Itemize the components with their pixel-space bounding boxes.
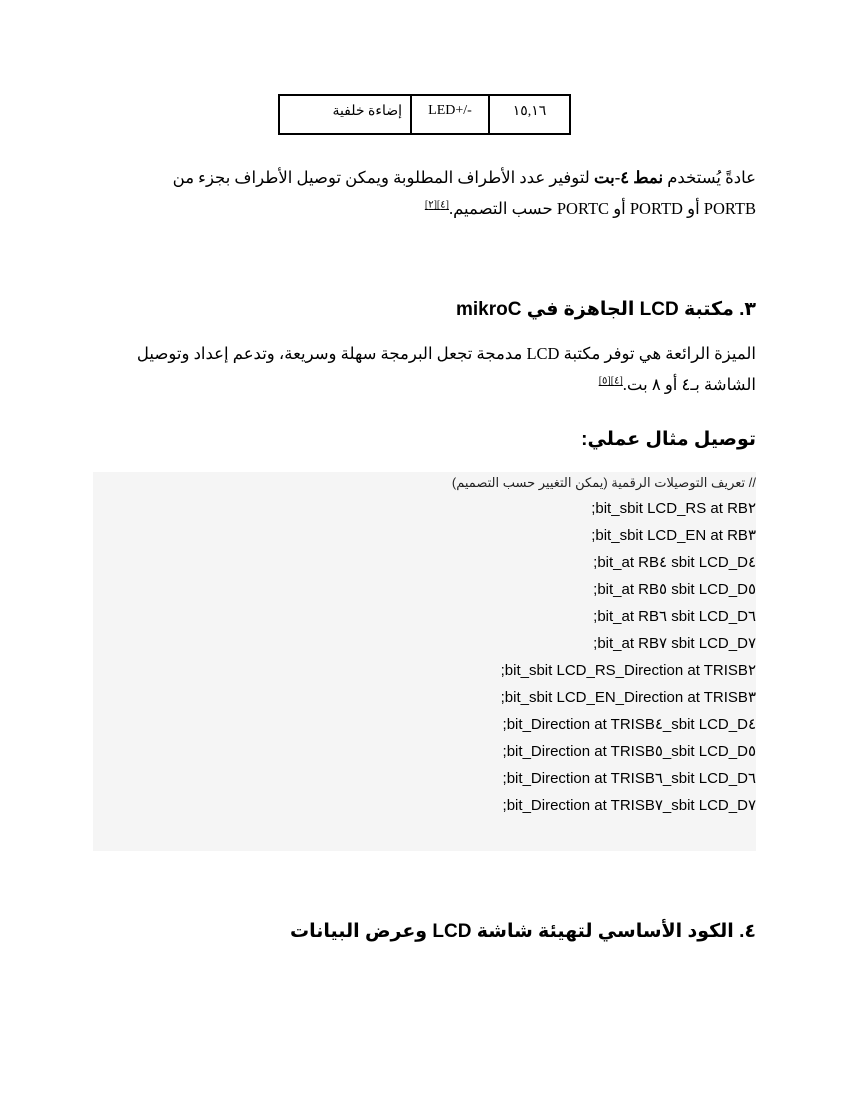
paragraph-4bit-mode bbox=[136, 162, 756, 224]
practical-example-subheading: توصيل مثال عملي: bbox=[581, 429, 756, 450]
citation-link[interactable]: [٤][٥] bbox=[598, 375, 623, 387]
paragraph-text-part-2: لتوفير عدد الأطراف المطلوبة ويمكن توصيل الأطراف بجزء من PORTB أو PORTD أو PORTC حسب التصميم. bbox=[172, 168, 756, 218]
pin-number-cell: ١٥,١٦ bbox=[489, 95, 570, 134]
paragraph-lcd-library bbox=[136, 338, 756, 400]
code-block bbox=[93, 472, 756, 851]
paragraph-text: الميزة الرائعة هي توفر مكتبة LCD مدمجة تجعل البرمجة سهلة وسريعة، وتدعم إعداد وتوصيل الشاشة بـ٤ أو ٨ بت. bbox=[136, 344, 756, 394]
pin-name-cell: LED+/- bbox=[411, 95, 489, 134]
code-line: sbit LCD_D٥ at RB٥_bit; bbox=[593, 581, 756, 598]
paragraph-text-part-1: عادةً يُستخدم bbox=[663, 168, 756, 187]
code-line: sbit LCD_EN at RB٣_bit; bbox=[591, 527, 756, 544]
code-line: sbit LCD_D٧ at RB٧_bit; bbox=[593, 635, 756, 652]
pin-description-cell: إضاءة خلفية bbox=[279, 95, 411, 134]
paragraph-bold-term: نمط ٤-بت bbox=[593, 168, 664, 187]
code-line: sbit LCD_RS_Direction at TRISB٢_bit; bbox=[500, 662, 756, 679]
code-line: sbit LCD_EN_Direction at TRISB٣_bit; bbox=[500, 689, 756, 706]
table-row bbox=[279, 95, 570, 134]
code-line: sbit LCD_RS at RB٢_bit; bbox=[591, 500, 756, 517]
code-comment: // تعريف التوصيلات الرقمية (يمكن التغيير حسب التصميم) bbox=[451, 475, 756, 490]
code-line: sbit LCD_D٧_Direction at TRISB٧_bit; bbox=[502, 797, 756, 814]
section-heading-3: ٣. مكتبة LCD الجاهزة في mikroC bbox=[455, 299, 756, 320]
section-heading-4: ٤. الكود الأساسي لتهيئة شاشة LCD وعرض البيانات bbox=[290, 921, 756, 942]
code-line: sbit LCD_D٦_Direction at TRISB٦_bit; bbox=[502, 770, 756, 787]
pin-table bbox=[278, 94, 571, 135]
code-line: sbit LCD_D٥_Direction at TRISB٥_bit; bbox=[502, 743, 756, 760]
code-line: sbit LCD_D٤ at RB٤_bit; bbox=[593, 554, 756, 571]
code-line: sbit LCD_D٦ at RB٦_bit; bbox=[593, 608, 756, 625]
citation-link[interactable]: [٤][٢] bbox=[424, 199, 449, 211]
code-line: sbit LCD_D٤_Direction at TRISB٤_bit; bbox=[502, 716, 756, 733]
